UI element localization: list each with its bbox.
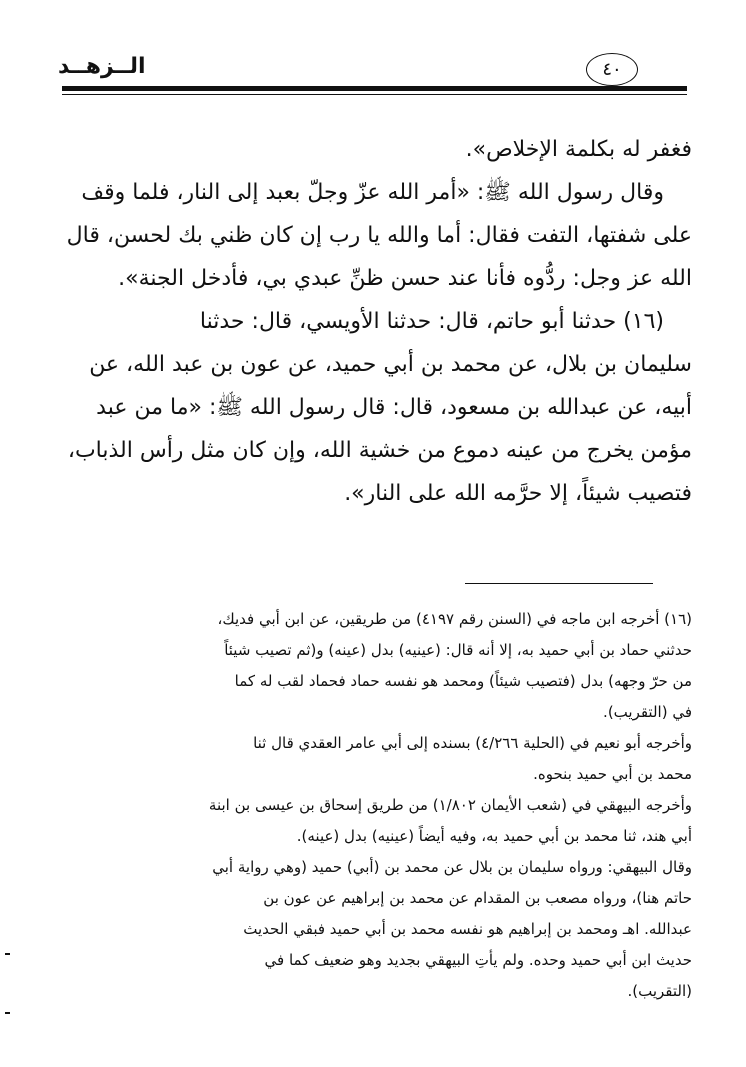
main-line: مؤمن يخرج من عينه دموع من خشية الله، وإن كان مثل رأس الذباب،: [67, 438, 692, 463]
footnote-line: محمد بن أبي حميد بنحوه.: [533, 765, 692, 783]
main-line: فغفر له بكلمة الإخلاص».: [465, 137, 692, 162]
header-rule-thin: [62, 94, 687, 95]
footnote-line: (١٦) أخرجه ابن ماجه في (السنن رقم ٤١٩٧) من طريقين، عن ابن أبي فديك،: [217, 610, 692, 628]
header-rule-thick: [62, 86, 687, 91]
main-line: الله عز وجل: ردُّوه فأنا عند حسن ظنِّ عبدي بي، فأدخل الجنة».: [118, 266, 692, 291]
main-line: على شفتها، التفت فقال: أما والله يا رب إن كان ظني بك لحسن، قال: [66, 223, 692, 248]
footnote-separator: [465, 583, 653, 584]
footnote-line: من حرّ وجهه) بدل (فتصيب شيئاً) ومحمد هو نفسه حماد فحماد لقب له كما: [234, 672, 692, 690]
main-line: أبيه، عن عبدالله بن مسعود، قال: قال رسول الله ﷺ: «ما من عبد: [96, 395, 692, 420]
footnote-line: عبدالله. اهـ ومحمد بن إبراهيم هو نفسه محمد بن أبي حميد فبقي الحديث: [243, 920, 692, 938]
running-title: الــزهــد: [58, 54, 146, 79]
main-line: سليمان بن بلال، عن محمد بن أبي حميد، عن عون بن عبد الله، عن: [89, 352, 692, 377]
scan-margin-mark: [5, 953, 10, 955]
footnote-line: (التقريب).: [627, 982, 692, 1000]
footnote-line: حديث ابن أبي حميد وحده. ولم يأتِ البيهقي بجديد وهو ضعيف كما في: [264, 951, 692, 969]
footnote-line: وقال البيهقي: ورواه سليمان بن بلال عن محمد بن (أبي) حميد (وهي رواية أبي: [212, 858, 692, 876]
main-line: وقال رسول الله ﷺ: «أمر الله عزّ وجلّ بعبد إلى النار، فلما وقف: [81, 180, 664, 205]
footnote-line: حاتم هنا)، ورواه مصعب بن المقدام عن محمد بن إبراهيم عن عون بن: [263, 889, 692, 907]
main-line: (١٦) حدثنا أبو حاتم، قال: حدثنا الأويسي، قال: حدثنا: [199, 309, 664, 334]
main-text: [62, 128, 692, 515]
page-number: ٤٠: [586, 53, 638, 86]
footnotes: [62, 604, 692, 1007]
footnote-line: وأخرجه أبو نعيم في (الحلية ٤/٢٦٦) بسنده إلى أبي عامر العقدي قال ثنا: [253, 734, 692, 752]
footnote-line: أبي هند، ثنا محمد بن أبي حميد به، وفيه أيضاً (عينيه) بدل (عينه).: [296, 827, 692, 845]
footnote-line: في (التقريب).: [603, 703, 692, 721]
footnote-line: حدثني حماد بن أبي حميد به، إلا أنه قال: (عينيه) بدل (عينه) و(ثم تصيب شيئاً: [224, 641, 692, 659]
footnote-line: وأخرجه البيهقي في (شعب الأيمان ١/٨٠٢) من طريق إسحاق بن عيسى بن ابنة: [208, 796, 692, 814]
main-line: فتصيب شيئاً، إلا حرَّمه الله على النار».: [344, 481, 692, 506]
scan-margin-mark: [5, 1012, 10, 1014]
